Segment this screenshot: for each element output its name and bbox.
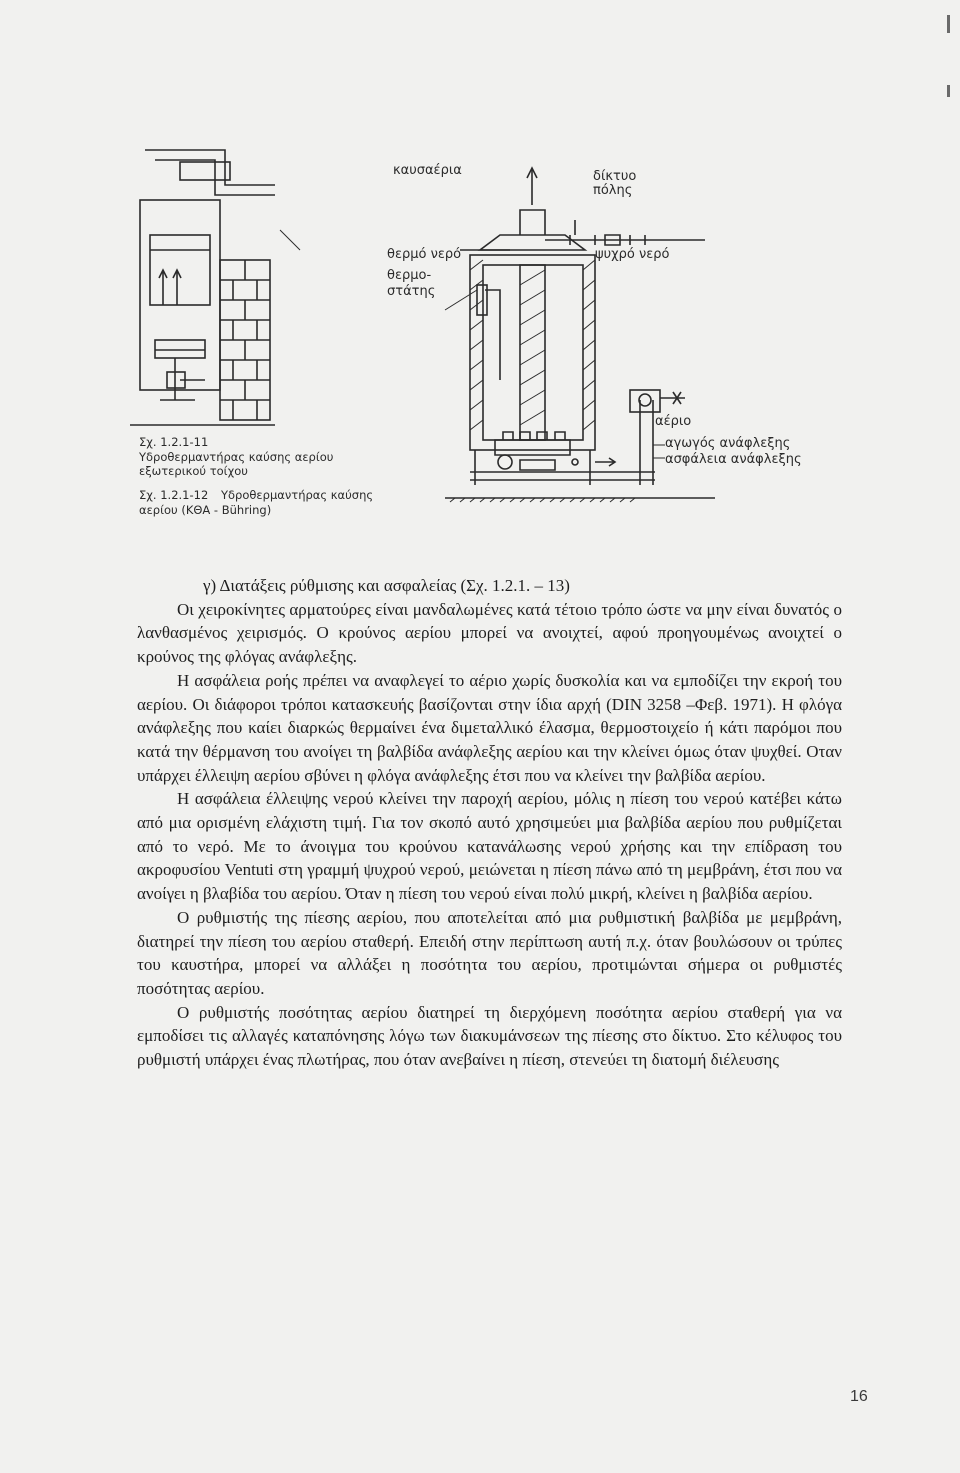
scan-edge-mark xyxy=(947,85,950,97)
fig2-caption-line2: αερίου (ΚΘΑ - Bühring) xyxy=(139,503,272,517)
fig1-caption-line2: εξωτερικού τοίχου xyxy=(139,464,248,478)
water-heater-diagram xyxy=(125,140,725,560)
label-hot-water: θερμό νερό xyxy=(387,247,462,262)
body-text xyxy=(137,574,842,1072)
water-heater-figure xyxy=(125,140,802,560)
label-cold-water: ψυχρό νερό xyxy=(595,247,670,262)
scan-edge-mark xyxy=(947,15,950,33)
paragraph-5: Ο ρυθμιστής ποσότητας αερίου διατηρεί τη διερχόμενη ποσότητα αερίου σταθερή για να εμποδίσει τις αλλαγές καταπόνησης λόγω των διακυμάνσεων της πίεσης στο δίκτυο. Στο κέλυφος του ρυθμιστή υπάρχει ένας πλωτήρας, που όταν ανεβαίνει η πίεση, στενεύει τη διατομή διέλευσης xyxy=(137,1002,842,1070)
label-thermostat: θερμο- στάτης xyxy=(387,268,436,299)
paragraph-2: Η ασφάλεια ροής πρέπει να αναφλεγεί το αέριο χωρίς δυσκολία και να εμποδίζει την εκροή του αερίου. Οι διάφοροι τρόποι κατασκευής βασίζονται στην ίδια αρχή (DIN 3258 –Φεβ. 1971). Η φλόγα ανάφλεξης που καίει διαρκώς θερμαίνει ένα διμεταλλικό έλασμα, θερμοστοιχείο ή κάτι παρόμοι που κατά την θέρμανση του ανοίγει τη βαλβίδα ανάφλεξης αερίου και την κλείνει όμως όταν ψυχθεί. Οταν υπάρχει έλλειψη αερίου σβύνει η φλόγα ανάφλεξης έτσι που να κλείνει την βαλβίδα αερίου. xyxy=(137,670,842,785)
label-gas: αέριο xyxy=(655,414,692,429)
paragraph-4: Ο ρυθμιστής της πίεσης αερίου, που αποτελείται από μια ρυθμιστική βαλβίδα με μεμβράνη, διατηρεί την πίεση του αερίου σταθερή. Επειδή στην περίπτωση αυτή π.χ. όταν βουλώσουν οι τρύπες του καυστήρα, μπορεί να αλλάξει η ποσότητα του αερίου, προτιμώνται σήμερα οι ρυθμιστές ποσότητας αερίου. xyxy=(137,907,842,998)
label-flue: καυσαέρια xyxy=(393,163,462,178)
paragraph-3: Η ασφάλεια έλλειψης νερού κλείνει την παροχή αερίου, μόλις η πίεση του νερού κατέβει κάτω από μια ορισμένη ελάχιστη τιμή. Για τον σκοπό αυτό χρησιμεύει μια βαλβίδα αερίου που ρυθμίζεται από το νερό. Με το άνοιγμα του κρούνου κατανάλωσης νερού χρήσης και την επίδραση του ακροφυσίου Ventuti στη γραμμή ψυχρού νερού, μειώνεται η πίεση πάνω από τη μεμβράνη, έτσι που να ανοίγει η βλαβίδα του αερίου. Όταν η πίεση του νερού είναι πολύ μικρή, κλείνει η βαλβίδα αερίου. xyxy=(137,789,842,904)
paragraph-1: Οι χειροκίνητες αρματούρες είναι μανδαλωμένες κατά τέτοιο τρόπο ώστε να μην είναι δυνατός ο λανθασμένος χειρισμός. Ο κρούνος αερίου μπορεί να ανοιχτεί, αφού προηγουμένως ανοιχτεί ο κρούνος της φλόγας ανάφλεξης. xyxy=(137,599,842,667)
wall-heater-drawing xyxy=(130,150,300,425)
fig1-number: Σχ. 1.2.1-11 xyxy=(139,435,209,449)
label-city-network: δίκτυο πόλης xyxy=(593,169,637,198)
label-pilot-safety: ασφάλεια ανάφλεξης xyxy=(665,452,802,467)
fig1-caption-line1: Υδροθερμαντήρας καύσης αερίου xyxy=(139,450,334,464)
section-heading: γ) Διατάξεις ρύθμισης και ασφαλείας (Σχ. 1.2.1. – 13) xyxy=(203,576,570,595)
page-number: 16 xyxy=(850,1388,868,1405)
label-pilot-tube: αγωγός ανάφλεξης xyxy=(665,436,791,451)
fig2-caption-line1: Υδροθερμαντήρας καύσης xyxy=(221,488,374,502)
fig2-number: Σχ. 1.2.1-12 xyxy=(139,488,209,502)
